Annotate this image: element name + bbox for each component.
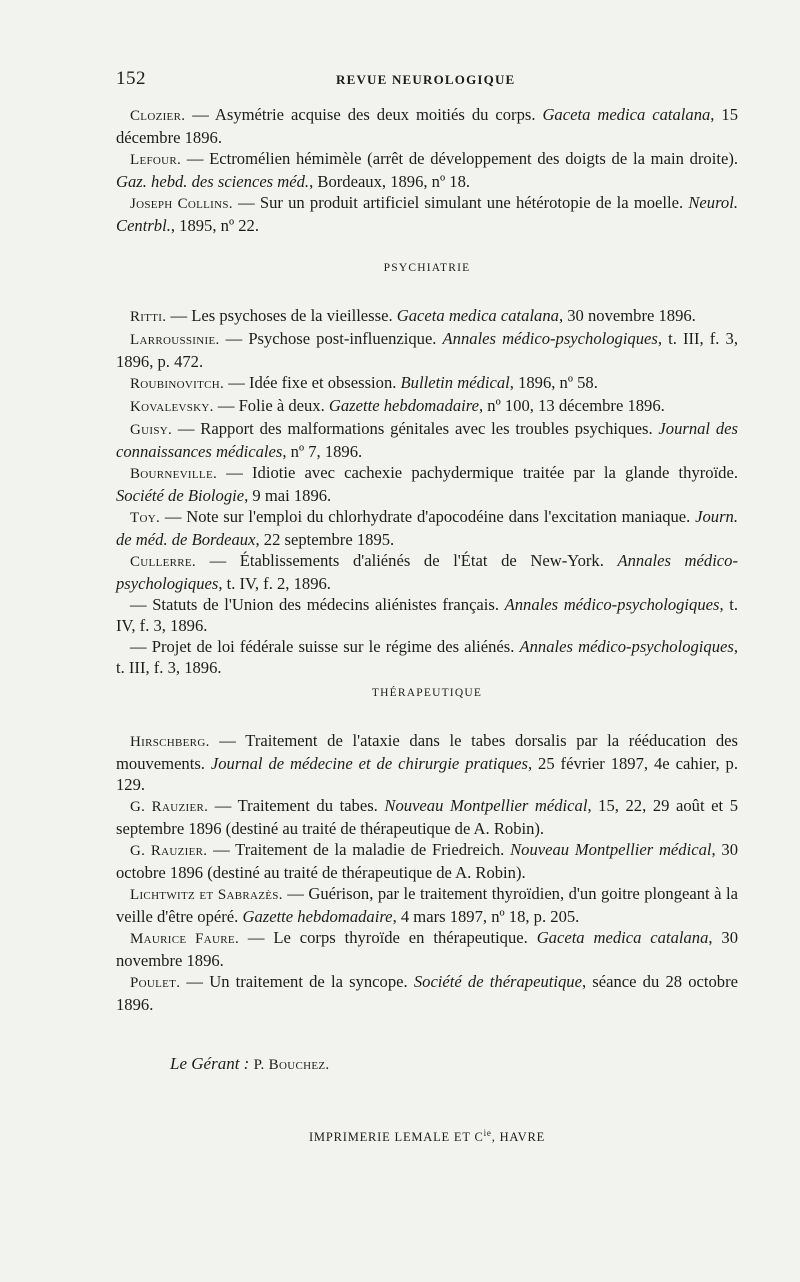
bibliography-entry <box>116 971 738 1015</box>
entry-author: Hirschberg. <box>130 734 210 750</box>
entry-title: — Idée fixe et obsession. <box>224 373 401 392</box>
entry-source: Gaz. hebd. des sciences méd. <box>116 172 310 191</box>
imprint-main: IMPRIMERIE LEMALE ET C <box>308 1130 484 1145</box>
entry-title: — Établissements d'aliénés de l'État de New-York. <box>195 551 618 570</box>
entry-title: — Traitement de l'ataxie dans le tabes dorsalis par la rééducation des mouvements. <box>116 731 738 773</box>
entry-source: Annales médico-psychologiques <box>504 595 720 614</box>
entry-details: , Bordeaux, 1896, nº 18. <box>309 172 471 191</box>
bibliography-list-therapeutique <box>116 730 738 1015</box>
bibliography-list-psychiatrie <box>116 305 738 678</box>
entry-source: Bulletin médical <box>400 373 510 392</box>
entry-title: — Un traitement de la syncope. <box>180 972 414 991</box>
entry-author: Lichtwitz et Sabrazès. <box>130 887 283 903</box>
entry-author: Kovalevsky. <box>130 399 214 415</box>
entry-details: , nº 7, 1896. <box>282 442 363 461</box>
bibliography-entry <box>116 927 738 971</box>
bibliography-entry <box>116 730 738 795</box>
entry-title: — Guérison, par le traitement thyroïdien, d'un goitre plongeant à la veille d'être opéré. <box>116 884 738 926</box>
entry-author: Guisy. <box>130 422 173 438</box>
entry-author: Ritti. <box>130 309 167 325</box>
entry-source: Gazette hebdomadaire <box>242 907 393 926</box>
entry-details: , nº 100, 13 décembre 1896. <box>479 396 665 415</box>
entry-details: , t. IV, f. 2, 1896. <box>218 574 331 593</box>
entry-title: — Folie à deux. <box>213 396 329 415</box>
entry-details: , 9 mai 1896. <box>244 486 332 505</box>
entry-author: Larroussinie. <box>130 332 220 348</box>
entry-title: — Traitement de la maladie de Friedreich. <box>207 840 511 859</box>
entry-source: Gazette hebdomadaire <box>328 396 479 415</box>
entry-author: Bourneville. <box>130 466 218 482</box>
entry-author: Joseph Collins. <box>130 196 233 212</box>
entry-title: — Rapport des malformations génitales avec les troubles psychiques. <box>172 419 659 438</box>
running-title: REVUE NEUROLOGIQUE <box>336 72 516 87</box>
entry-author: Toy. <box>130 510 161 526</box>
entry-source: Journ. de méd. de Bordeaux <box>116 507 738 549</box>
entry-title: — Idiotie avec cachexie pachydermique traitée par la glande thyroïde. <box>217 463 738 482</box>
entry-title: — Asymétrie acquise des deux moitiés du corps. <box>185 105 543 124</box>
bibliography-entry <box>116 883 738 927</box>
entry-author: Poulet. <box>130 975 181 991</box>
gerant-label: Le Gérant : <box>170 1054 250 1073</box>
imprint-end: , HAVRE <box>491 1130 546 1145</box>
bibliography-entry <box>116 795 738 839</box>
bibliography-entry <box>116 550 738 594</box>
page-header <box>116 68 736 94</box>
entry-details: , 25 février 1897, 4e cahier, p. 129. <box>116 754 738 794</box>
entry-details: , 22 septembre 1895. <box>255 530 395 549</box>
bibliography-entry <box>116 104 738 148</box>
entry-details: , séance du 28 octobre 1896. <box>116 972 738 1014</box>
bibliography-entry <box>116 839 738 883</box>
entry-source: Journal de médecine et de chirurgie pratiques <box>210 754 528 773</box>
gerant-name: P. Bouchez. <box>253 1057 330 1073</box>
entry-source: Nouveau Montpellier médical <box>510 840 712 859</box>
entry-source: Nouveau Montpellier médical <box>384 796 588 815</box>
bibliography-entry <box>116 418 738 462</box>
bibliography-entry <box>116 192 738 236</box>
entry-author: Roubinovitch. <box>130 376 225 392</box>
entry-title: — Les psychoses de la vieillesse. <box>166 306 397 325</box>
entry-author: Lefour. <box>130 152 182 168</box>
entry-source: Neurol. Centrbl. <box>116 193 738 235</box>
section-heading-psychiatrie: PSYCHIATRIE <box>383 262 471 274</box>
entry-details: , 30 novembre 1896. <box>558 306 696 325</box>
entry-source: Journal des connaissances médicales <box>116 419 738 461</box>
entry-details: , 30 novembre 1896. <box>116 928 739 970</box>
printer-imprint <box>116 1128 738 1145</box>
entry-author: Cullerre. <box>130 554 196 570</box>
entry-source: Annales médico-psychologiques <box>116 551 738 593</box>
entry-title: — Sur un produit artificiel simulant une hétérotopie de la moelle. <box>232 193 689 212</box>
page-number: 152 <box>116 68 146 89</box>
entry-source: Société de thérapeutique <box>413 972 582 991</box>
imprint-superscript: ie <box>483 1128 492 1138</box>
bibliography-entry <box>116 148 738 192</box>
bibliography-entry <box>116 395 738 418</box>
bibliography-entry <box>116 636 738 678</box>
entry-details: , 30 octobre 1896 (destiné au traité de thérapeutique de A. Robin). <box>116 840 738 882</box>
entry-source: Société de Biologie <box>116 486 245 505</box>
entry-details: , 1895, nº 22. <box>170 216 259 235</box>
entry-details: , 15 décembre 1896. <box>116 105 739 147</box>
entry-source: Gaceta medica catalana <box>542 105 711 124</box>
entry-details: , t. IV, f. 3, 1896. <box>116 595 738 635</box>
bibliography-entry <box>116 462 738 506</box>
entry-source: Gaceta medica catalana <box>536 928 709 947</box>
entry-details: , t. III, f. 3, 1896, p. 472. <box>116 329 738 371</box>
bibliography-entry <box>116 594 738 636</box>
entry-author: Maurice Faure. <box>130 931 240 947</box>
entry-author: G. Rauzier. <box>130 799 209 815</box>
entry-details: , 15, 22, 29 août et 5 septembre 1896 (destiné au traité de thérapeutique de A. Robin). <box>116 796 738 838</box>
entry-source: Gaceta medica catalana <box>396 306 559 325</box>
bibliography-entry <box>116 305 738 328</box>
entry-title: — Note sur l'emploi du chlorhydrate d'apocodéine dans l'excitation maniaque. <box>160 507 696 526</box>
entry-author: Clozier. <box>130 108 186 124</box>
entry-source: Annales médico-psychologiques <box>442 329 658 348</box>
entry-title: — Statuts de l'Union des médecins aliénistes français. <box>130 595 505 614</box>
entry-title: — Traitement du tabes. <box>208 796 385 815</box>
entry-title: — Psychose post-influenzique. <box>219 329 443 348</box>
entry-source: Annales médico-psychologiques <box>519 637 734 656</box>
bibliography-entry <box>116 328 738 372</box>
entry-author: G. Rauzier. <box>130 843 208 859</box>
entry-details: , 4 mars 1897, nº 18, p. 205. <box>392 907 580 926</box>
bibliography-list-neurology <box>116 104 738 236</box>
bibliography-entry <box>116 506 738 550</box>
entry-title: — Ectromélien hémimèle (arrêt de développement des doigts de la main droite). <box>181 149 738 168</box>
entry-title: — Le corps thyroïde en thérapeutique. <box>239 928 537 947</box>
entry-details: , 1896, nº 58. <box>509 373 598 392</box>
entry-title: — Projet de loi fédérale suisse sur le régime des aliénés. <box>130 637 520 656</box>
entry-details: , t. III, f. 3, 1896. <box>116 637 738 677</box>
bibliography-entry <box>116 372 738 395</box>
gerant-signature <box>170 1054 329 1074</box>
section-heading-therapeutique: THÉRAPEUTIQUE <box>371 687 483 699</box>
